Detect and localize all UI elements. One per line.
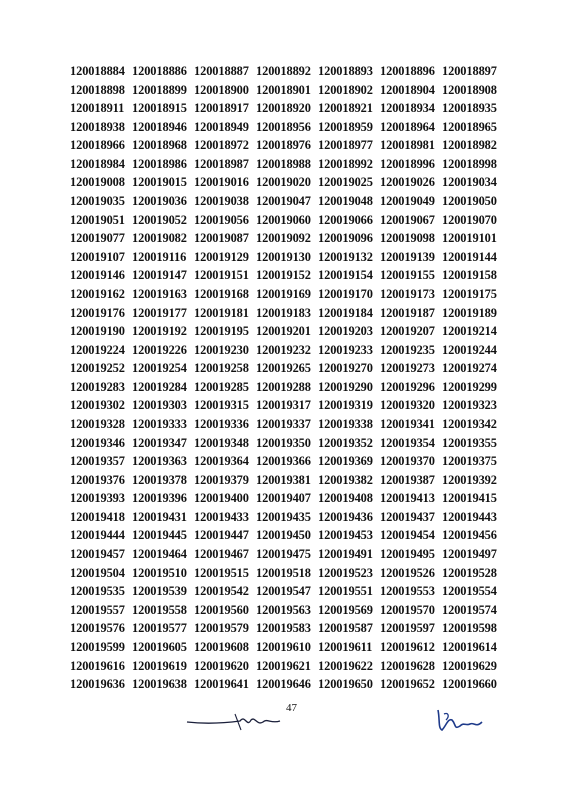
id-number-cell: 120019535 bbox=[70, 584, 125, 599]
id-number-cell: 120018959 bbox=[318, 119, 373, 134]
id-number-cell: 120018900 bbox=[194, 82, 249, 97]
id-number-cell: 120019303 bbox=[132, 398, 187, 413]
id-number-cell: 120019183 bbox=[256, 305, 311, 320]
id-number-cell: 120019526 bbox=[380, 565, 435, 580]
id-number-cell: 120019233 bbox=[318, 342, 373, 357]
id-number-cell: 120019034 bbox=[442, 175, 497, 190]
id-number-cell: 120018892 bbox=[256, 64, 311, 78]
id-number-cell: 120019328 bbox=[70, 416, 125, 431]
id-number-cell: 120019201 bbox=[256, 324, 311, 339]
id-number-cell: 120019415 bbox=[442, 491, 497, 506]
id-number-cell: 120019184 bbox=[318, 305, 373, 320]
id-number-cell: 120019232 bbox=[256, 342, 311, 357]
id-number-cell: 120019597 bbox=[380, 621, 435, 636]
id-number-cell: 120019570 bbox=[380, 602, 435, 617]
id-number-cell: 120019288 bbox=[256, 379, 311, 394]
id-number-cell: 120019393 bbox=[70, 491, 125, 506]
id-number-cell: 120019252 bbox=[70, 361, 125, 376]
id-number-cell: 120019348 bbox=[194, 435, 249, 450]
id-number-cell: 120019107 bbox=[70, 249, 125, 264]
id-number-cell: 120019190 bbox=[70, 324, 125, 339]
id-number-cell: 120019337 bbox=[256, 416, 311, 431]
id-number-cell: 120019447 bbox=[194, 528, 249, 543]
id-number-cell: 120018956 bbox=[256, 119, 311, 134]
id-number-cell: 120019547 bbox=[256, 584, 311, 599]
id-number-cell: 120019098 bbox=[380, 231, 435, 246]
id-number-cell: 120018897 bbox=[442, 64, 497, 78]
id-number-cell: 120019101 bbox=[442, 231, 497, 246]
id-number-cell: 120019070 bbox=[442, 212, 497, 227]
id-number-cell: 120018884 bbox=[70, 64, 125, 78]
id-number-cell: 120018981 bbox=[380, 138, 435, 153]
id-number-cell: 120019554 bbox=[442, 584, 497, 599]
signature-right bbox=[430, 700, 490, 736]
id-number-cell: 120018935 bbox=[442, 101, 497, 116]
id-number-cell: 120019258 bbox=[194, 361, 249, 376]
id-number-cell: 120019338 bbox=[318, 416, 373, 431]
id-number-cell: 120018921 bbox=[318, 101, 373, 116]
id-number-cell: 120018965 bbox=[442, 119, 497, 134]
id-number-cell: 120019464 bbox=[132, 547, 187, 562]
id-number-cell: 120019319 bbox=[318, 398, 373, 413]
id-number-cell: 120019056 bbox=[194, 212, 249, 227]
id-number-cell: 120019284 bbox=[132, 379, 187, 394]
id-number-cell: 120019523 bbox=[318, 565, 373, 580]
id-number-cell: 120019230 bbox=[194, 342, 249, 357]
id-number-cell: 120019155 bbox=[380, 268, 435, 283]
id-number-cell: 120019629 bbox=[442, 658, 497, 673]
id-number-cell: 120019515 bbox=[194, 565, 249, 580]
id-number-cell: 120018920 bbox=[256, 101, 311, 116]
id-number-cell: 120019396 bbox=[132, 491, 187, 506]
id-number-cell: 120019302 bbox=[70, 398, 125, 413]
id-number-cell: 120019638 bbox=[132, 677, 187, 692]
id-number-cell: 120019366 bbox=[256, 454, 311, 469]
id-number-cell: 120019158 bbox=[442, 268, 497, 283]
id-number-cell: 120019203 bbox=[318, 324, 373, 339]
id-number-cell: 120019347 bbox=[132, 435, 187, 450]
id-number-cell: 120019392 bbox=[442, 472, 497, 487]
id-number-cell: 120018911 bbox=[70, 101, 125, 116]
id-number-cell: 120019619 bbox=[132, 658, 187, 673]
id-number-cell: 120019132 bbox=[318, 249, 373, 264]
id-number-cell: 120019077 bbox=[70, 231, 125, 246]
page-number: 47 bbox=[286, 702, 297, 714]
id-number-cell: 120018902 bbox=[318, 82, 373, 97]
id-number-cell: 120019035 bbox=[70, 194, 125, 209]
id-number-cell: 120019049 bbox=[380, 194, 435, 209]
id-number-cell: 120019539 bbox=[132, 584, 187, 599]
id-number-cell: 120019315 bbox=[194, 398, 249, 413]
id-number-cell: 120019504 bbox=[70, 565, 125, 580]
id-number-cell: 120019528 bbox=[442, 565, 497, 580]
id-number-cell: 120019621 bbox=[256, 658, 311, 673]
id-number-cell: 120019189 bbox=[442, 305, 497, 320]
id-number-cell: 120019387 bbox=[380, 472, 435, 487]
id-number-cell: 120019660 bbox=[442, 677, 497, 692]
id-number-cell: 120018988 bbox=[256, 156, 311, 171]
id-number-cell: 120019379 bbox=[194, 472, 249, 487]
id-number-cell: 120019407 bbox=[256, 491, 311, 506]
id-number-cell: 120018904 bbox=[380, 82, 435, 97]
id-number-cell: 120019542 bbox=[194, 584, 249, 599]
id-number-cell: 120019553 bbox=[380, 584, 435, 599]
id-number-cell: 120019375 bbox=[442, 454, 497, 469]
id-number-cell: 120019599 bbox=[70, 639, 125, 654]
id-number-cell: 120019038 bbox=[194, 194, 249, 209]
id-number-cell: 120019244 bbox=[442, 342, 497, 357]
id-number-cell: 120019051 bbox=[70, 212, 125, 227]
id-number-cell: 120019226 bbox=[132, 342, 187, 357]
id-number-cell: 120019285 bbox=[194, 379, 249, 394]
id-number-cell: 120019456 bbox=[442, 528, 497, 543]
id-number-cell: 120019207 bbox=[380, 324, 435, 339]
id-number-cell: 120019047 bbox=[256, 194, 311, 209]
id-number-cell: 120019235 bbox=[380, 342, 435, 357]
id-number-cell: 120019320 bbox=[380, 398, 435, 413]
id-number-cell: 120019574 bbox=[442, 602, 497, 617]
id-number-cell: 120019154 bbox=[318, 268, 373, 283]
id-number-cell: 120019177 bbox=[132, 305, 187, 320]
id-number-cell: 120019612 bbox=[380, 639, 435, 654]
id-number-cell: 120018992 bbox=[318, 156, 373, 171]
id-number-cell: 120018908 bbox=[442, 82, 497, 97]
id-number-cell: 120019646 bbox=[256, 677, 311, 692]
id-number-cell: 120019569 bbox=[318, 602, 373, 617]
id-number-cell: 120019636 bbox=[70, 677, 125, 692]
id-number-cell: 120019082 bbox=[132, 231, 187, 246]
id-number-cell: 120018984 bbox=[70, 156, 125, 171]
id-number-cell: 120019170 bbox=[318, 286, 373, 301]
id-number-cell: 120019146 bbox=[70, 268, 125, 283]
id-number-cell: 120019162 bbox=[70, 286, 125, 301]
id-number-cell: 120019087 bbox=[194, 231, 249, 246]
id-number-cell: 120019176 bbox=[70, 305, 125, 320]
id-number-cell: 120018934 bbox=[380, 101, 435, 116]
id-number-cell: 120019579 bbox=[194, 621, 249, 636]
id-number-cell: 120019273 bbox=[380, 361, 435, 376]
id-number-cell: 120018968 bbox=[132, 138, 187, 153]
id-number-cell: 120018893 bbox=[318, 64, 373, 78]
id-number-cell: 120019557 bbox=[70, 602, 125, 617]
id-number-cell: 120019341 bbox=[380, 416, 435, 431]
id-number-cell: 120019475 bbox=[256, 547, 311, 562]
id-number-cell: 120019400 bbox=[194, 491, 249, 506]
id-number-cell: 120018986 bbox=[132, 156, 187, 171]
id-number-cell: 120019050 bbox=[442, 194, 497, 209]
id-number-cell: 120019323 bbox=[442, 398, 497, 413]
id-number-cell: 120019144 bbox=[442, 249, 497, 264]
id-number-cell: 120019354 bbox=[380, 435, 435, 450]
id-number-cell: 120019270 bbox=[318, 361, 373, 376]
id-number-cell: 120019296 bbox=[380, 379, 435, 394]
id-number-cell: 120019066 bbox=[318, 212, 373, 227]
id-number-cell: 120018917 bbox=[194, 101, 249, 116]
id-number-cell: 120018898 bbox=[70, 82, 125, 97]
id-number-cell: 120019369 bbox=[318, 454, 373, 469]
id-number-cell: 120019437 bbox=[380, 509, 435, 524]
id-number-cell: 120019067 bbox=[380, 212, 435, 227]
id-number-cell: 120019608 bbox=[194, 639, 249, 654]
id-number-cell: 120019445 bbox=[132, 528, 187, 543]
id-number-cell: 120019016 bbox=[194, 175, 249, 190]
id-number-cell: 120019610 bbox=[256, 639, 311, 654]
id-number-cell: 120019025 bbox=[318, 175, 373, 190]
id-number-cell: 120019560 bbox=[194, 602, 249, 617]
id-number-cell: 120019495 bbox=[380, 547, 435, 562]
id-number-cell: 120019026 bbox=[380, 175, 435, 190]
id-number-cell: 120019622 bbox=[318, 658, 373, 673]
id-number-cell: 120019363 bbox=[132, 454, 187, 469]
id-number-cell: 120019151 bbox=[194, 268, 249, 283]
id-number-cell: 120019652 bbox=[380, 677, 435, 692]
id-number-cell: 120019175 bbox=[442, 286, 497, 301]
id-number-cell: 120018901 bbox=[256, 82, 311, 97]
id-number-cell: 120019418 bbox=[70, 509, 125, 524]
id-number-cell: 120019467 bbox=[194, 547, 249, 562]
id-number-cell: 120018915 bbox=[132, 101, 187, 116]
id-number-cell: 120019152 bbox=[256, 268, 311, 283]
id-number-cell: 120018896 bbox=[380, 64, 435, 78]
id-number-cell: 120019577 bbox=[132, 621, 187, 636]
id-number-cell: 120019168 bbox=[194, 286, 249, 301]
id-number-cell: 120019614 bbox=[442, 639, 497, 654]
id-number-cell: 120019433 bbox=[194, 509, 249, 524]
id-number-cell: 120019620 bbox=[194, 658, 249, 673]
id-number-cell: 120019408 bbox=[318, 491, 373, 506]
id-number-cell: 120019382 bbox=[318, 472, 373, 487]
id-number-cell: 120018977 bbox=[318, 138, 373, 153]
id-number-cell: 120019583 bbox=[256, 621, 311, 636]
id-number-cell: 120019454 bbox=[380, 528, 435, 543]
id-number-cell: 120019214 bbox=[442, 324, 497, 339]
id-number-cell: 120019587 bbox=[318, 621, 373, 636]
id-number-cell: 120019283 bbox=[70, 379, 125, 394]
id-number-cell: 120019431 bbox=[132, 509, 187, 524]
id-number-cell: 120018899 bbox=[132, 82, 187, 97]
id-number-cell: 120019290 bbox=[318, 379, 373, 394]
id-number-cell: 120019060 bbox=[256, 212, 311, 227]
id-number-cell: 120019195 bbox=[194, 324, 249, 339]
id-number-cell: 120019169 bbox=[256, 286, 311, 301]
id-number-cell: 120019265 bbox=[256, 361, 311, 376]
id-number-cell: 120019453 bbox=[318, 528, 373, 543]
id-number-cell: 120019551 bbox=[318, 584, 373, 599]
id-number-cell: 120019192 bbox=[132, 324, 187, 339]
id-number-cell: 120019364 bbox=[194, 454, 249, 469]
id-number-cell: 120019450 bbox=[256, 528, 311, 543]
id-number-cell: 120019558 bbox=[132, 602, 187, 617]
id-number-cell: 120018887 bbox=[194, 64, 249, 78]
id-number-cell: 120019008 bbox=[70, 175, 125, 190]
id-number-cell: 120019096 bbox=[318, 231, 373, 246]
id-number-cell: 120019181 bbox=[194, 305, 249, 320]
id-number-cell: 120019036 bbox=[132, 194, 187, 209]
id-number-cell: 120019598 bbox=[442, 621, 497, 636]
id-number-cell: 120019254 bbox=[132, 361, 187, 376]
id-number-cell: 120018972 bbox=[194, 138, 249, 153]
id-number-cell: 120019092 bbox=[256, 231, 311, 246]
id-number-cell: 120018964 bbox=[380, 119, 435, 134]
id-number-cell: 120019611 bbox=[318, 639, 373, 654]
id-number-cell: 120019224 bbox=[70, 342, 125, 357]
id-number-cell: 120019052 bbox=[132, 212, 187, 227]
id-number-cell: 120018998 bbox=[442, 156, 497, 171]
id-number-cell: 120019352 bbox=[318, 435, 373, 450]
id-number-cell: 120019576 bbox=[70, 621, 125, 636]
id-number-cell: 120019510 bbox=[132, 565, 187, 580]
id-number-cell: 120019563 bbox=[256, 602, 311, 617]
id-number-cell: 120019336 bbox=[194, 416, 249, 431]
id-number-cell: 120019357 bbox=[70, 454, 125, 469]
id-number-cell: 120019355 bbox=[442, 435, 497, 450]
number-grid bbox=[70, 62, 504, 694]
id-number-cell: 120018987 bbox=[194, 156, 249, 171]
id-number-cell: 120019342 bbox=[442, 416, 497, 431]
id-number-cell: 120019378 bbox=[132, 472, 187, 487]
id-number-cell: 120019650 bbox=[318, 677, 373, 692]
signature-left bbox=[185, 706, 285, 736]
id-number-cell: 120019491 bbox=[318, 547, 373, 562]
id-number-cell: 120019518 bbox=[256, 565, 311, 580]
id-number-cell: 120019413 bbox=[380, 491, 435, 506]
id-number-cell: 120019187 bbox=[380, 305, 435, 320]
id-number-cell: 120019350 bbox=[256, 435, 311, 450]
id-number-cell: 120019333 bbox=[132, 416, 187, 431]
id-number-cell: 120019444 bbox=[70, 528, 125, 543]
id-number-cell: 120019376 bbox=[70, 472, 125, 487]
id-number-cell: 120018966 bbox=[70, 138, 125, 153]
id-number-cell: 120019641 bbox=[194, 677, 249, 692]
id-number-cell: 120019346 bbox=[70, 435, 125, 450]
id-number-cell: 120018886 bbox=[132, 64, 187, 78]
id-number-cell: 120018938 bbox=[70, 119, 125, 134]
id-number-cell: 120019616 bbox=[70, 658, 125, 673]
id-number-cell: 120019129 bbox=[194, 249, 249, 264]
id-number-cell: 120019139 bbox=[380, 249, 435, 264]
id-number-cell: 120019457 bbox=[70, 547, 125, 562]
id-number-cell: 120019147 bbox=[132, 268, 187, 283]
id-number-cell: 120019628 bbox=[380, 658, 435, 673]
id-number-cell: 120019317 bbox=[256, 398, 311, 413]
id-number-cell: 120018996 bbox=[380, 156, 435, 171]
id-number-cell: 120019116 bbox=[132, 249, 187, 264]
id-number-cell: 120019443 bbox=[442, 509, 497, 524]
id-number-cell: 120019130 bbox=[256, 249, 311, 264]
id-number-cell: 120018976 bbox=[256, 138, 311, 153]
id-number-cell: 120019381 bbox=[256, 472, 311, 487]
id-number-cell: 120019015 bbox=[132, 175, 187, 190]
id-number-cell: 120019173 bbox=[380, 286, 435, 301]
id-number-cell: 120019497 bbox=[442, 547, 497, 562]
id-number-cell: 120019436 bbox=[318, 509, 373, 524]
id-number-cell: 120019605 bbox=[132, 639, 187, 654]
id-number-cell: 120019299 bbox=[442, 379, 497, 394]
id-number-cell: 120018949 bbox=[194, 119, 249, 134]
id-number-cell: 120019370 bbox=[380, 454, 435, 469]
id-number-cell: 120019274 bbox=[442, 361, 497, 376]
id-number-cell: 120019163 bbox=[132, 286, 187, 301]
id-number-cell: 120018982 bbox=[442, 138, 497, 153]
id-number-cell: 120019020 bbox=[256, 175, 311, 190]
id-number-cell: 120019048 bbox=[318, 194, 373, 209]
id-number-cell: 120019435 bbox=[256, 509, 311, 524]
id-number-cell: 120018946 bbox=[132, 119, 187, 134]
